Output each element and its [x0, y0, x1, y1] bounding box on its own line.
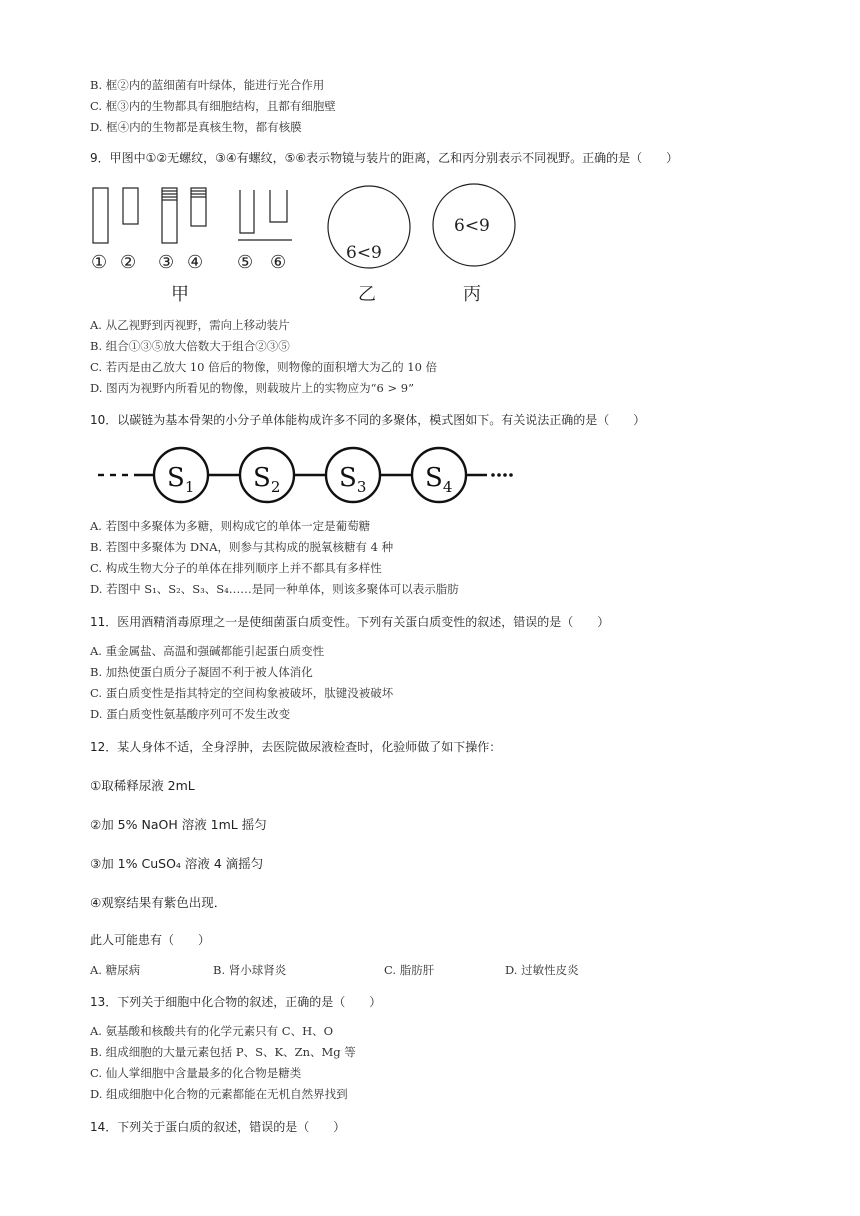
q13-option-d: D. 组成细胞中化合物的元素都能在无机自然界找到 [90, 1087, 348, 1101]
svg-text:S2: $S_2$ [253, 463, 281, 496]
q9-option-d: D. 图丙为视野内所看见的物像，则载玻片上的实物应为“6 > 9” [90, 381, 414, 395]
caption-yi: 乙 [358, 284, 376, 305]
caption-jia: 甲 [171, 284, 189, 305]
q10-option-c: C. 构成生物大分子的单体在排列顺序上并不都具有多样性 [90, 561, 382, 575]
q11-option-d: D. 蛋白质变性氨基酸序列可不发生改变 [90, 707, 291, 721]
q13-option-b: B. 组成细胞的大量元素包括 P、S、K、Zn、Mg 等 [90, 1045, 356, 1059]
q11-option-b: B. 加热使蛋白质分子凝固不利于被人体消化 [90, 665, 313, 679]
q11-option-a: A. 重金属盐、高温和强碱都能引起蛋白质变性 [90, 644, 325, 658]
caption-bing: 丙 [463, 284, 481, 305]
q8-option-b: B. 框②内的蓝细菌有叶绿体，能进行光合作用 [90, 78, 325, 92]
view-yi-text: 6<9 [346, 243, 382, 263]
svg-text:S4: $S_4$ [425, 463, 453, 496]
label-2: ② [120, 252, 137, 273]
q12-stem: 12．某人身体不适，全身浮肿，去医院做尿液检查时，化验师做了如下操作： [90, 740, 502, 754]
q12-step-4: ④观察结果有紫色出现． [90, 895, 227, 910]
q12-option-d: D. 过敏性皮炎 [505, 963, 579, 977]
q9-figure [80, 176, 540, 314]
q11-option-c: C. 蛋白质变性是指其特定的空间构象被破坏，肽键没被破坏 [90, 686, 394, 700]
q12-step-3: ③加 1% CuSO₄ 溶液 4 滴摇匀 [90, 856, 264, 871]
view-bing-text: 6<9 [454, 216, 490, 236]
q13-option-c: C. 仙人掌细胞中含量最多的化合物是糖类 [90, 1066, 302, 1080]
q12-option-a: A. 糖尿病 [90, 963, 141, 977]
q10-option-d: D. 若图中 S₁、S₂、S₃、S₄……是同一种单体，则该多聚体可以表示脂肪 [90, 582, 459, 596]
q13-option-a: A. 氨基酸和核酸共有的化学元素只有 C、H、O [90, 1024, 334, 1038]
objective-1-tube [93, 188, 108, 243]
q8-option-c: C. 框③内的生物都具有细胞结构，且都有细胞壁 [90, 99, 336, 113]
lens-distance-6 [270, 190, 287, 222]
q9-option-c: C. 若丙是由乙放大 10 倍后的物像，则物像的面积增大为乙的 10 倍 [90, 360, 438, 374]
svg-text:S3: $S_3$ [339, 463, 367, 496]
q10-polymer-figure [95, 446, 520, 504]
q13-stem: 13．下列关于细胞中化合物的叙述，正确的是（ ） [90, 995, 382, 1009]
q12-step-1: ①取稀释尿液 2mL [90, 778, 195, 793]
label-4: ④ [187, 252, 204, 273]
q12-step-2: ②加 5% NaOH 溶液 1mL 摇匀 [90, 817, 267, 832]
q9-option-b: B. 组合①③⑤放大倍数大于组合②③⑤ [90, 339, 290, 353]
q14-stem: 14．下列关于蛋白质的叙述，错误的是（ ） [90, 1120, 346, 1134]
q11-stem: 11．医用酒精消毒原理之一是使细菌蛋白质变性。下列有关蛋白质变性的叙述，错误的是（ ） [90, 615, 610, 629]
q12-option-b: B. 肾小球肾炎 [213, 963, 287, 977]
q8-option-d: D. 框④内的生物都是真核生物，都有核膜 [90, 120, 302, 134]
label-6: ⑥ [270, 252, 287, 273]
objective-3-tube [162, 188, 177, 243]
label-5: ⑤ [237, 252, 254, 273]
q10-stem: 10．以碳链为基本骨架的小分子单体能构成许多不同的多聚体，模式图如下。有关说法正确的是（ ） [90, 413, 646, 427]
q12-option-c: C. 脂肪肝 [384, 963, 435, 977]
lens-distance-5 [240, 190, 254, 233]
svg-text:S1: $S_1$ [167, 463, 195, 496]
label-3: ③ [158, 252, 175, 273]
q9-option-a: A. 从乙视野到丙视野，需向上移动装片 [90, 318, 290, 332]
objective-2-tube [123, 188, 138, 224]
q12-question: 此人可能患有（ ） [90, 933, 211, 947]
q10-option-b: B. 若图中多聚体为 DNA，则参与其构成的脱氧核糖有 4 种 [90, 540, 394, 554]
q9-stem: 9．甲图中①②无螺纹，③④有螺纹，⑤⑥表示物镜与装片的距离，乙和丙分别表示不同视野。正确的是（ ） [90, 151, 679, 165]
label-1: ① [91, 252, 108, 273]
q10-option-a: A. 若图中多聚体为多糖，则构成它的单体一定是葡萄糖 [90, 519, 371, 533]
